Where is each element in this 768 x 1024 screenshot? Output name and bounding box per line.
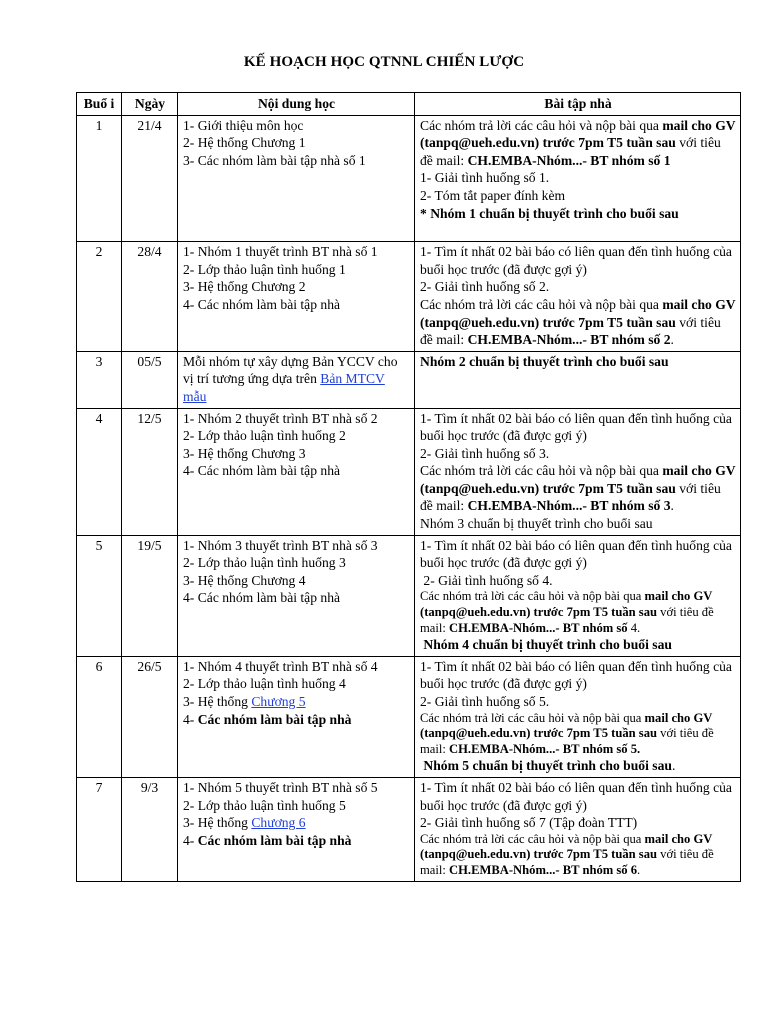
session-content [178,115,415,242]
hw-mail-subject: CH.EMBA-Nhóm...- BT nhóm số 1 [467,152,671,168]
hw-presentation-note: Nhóm 2 chuẩn bị thuyết trình cho buổi sau [420,353,669,369]
header-noi-dung: Nội dung học [178,93,415,116]
hw-mail-subject: CH.EMBA-Nhóm...- BT nhóm số [449,620,628,635]
content-line: 1- Giới thiệu môn học [183,117,304,133]
content-bold: Các nhóm làm bài tập nhà [197,711,352,727]
header-bai-tap: Bài tập nhà [415,93,741,116]
page-title: KẾ HOẠCH HỌC QTNNL CHIẾN LƯỢC [243,54,525,70]
hw-text: với tiêu đề mail: [420,847,714,877]
homework [415,535,741,656]
content-line: 1- Nhóm 2 thuyết trình BT nhà số 2 [183,410,378,426]
session-date: 12/5 [122,408,178,535]
homework [415,777,741,881]
hw-text: Các nhóm trả lời các câu hỏi và nộp bài qua [420,463,663,479]
hw-line: 1- Giải tình huống số 1. [420,170,550,186]
hw-text: Các nhóm trả lời các câu hỏi và nộp bài qua [420,117,663,133]
content-text: 4- [183,832,198,848]
homework [415,656,741,777]
session-number: 7 [77,777,122,881]
hw-text: 4. [627,620,641,635]
hw-text: với tiêu đề mail: [420,726,714,756]
content-line: 2- Lớp thảo luận tình huống 2 [183,428,346,444]
chapter-5-link[interactable]: Chương 5 [251,694,306,709]
content-line: 1- Nhóm 4 thuyết trình BT nhà số 4 [183,658,378,674]
hw-text: . [671,758,676,774]
session-number: 6 [77,656,122,777]
hw-presentation-note: Nhóm 4 chuẩn bị thuyết trình cho buổi sau [420,637,672,653]
hw-mail-instruction: mail cho GV (tanpq@ueh.edu.vn) trước 7pm T5 tuần sau [420,296,736,330]
content-bold: Các nhóm làm bài tập nhà [197,832,352,848]
session-date: 9/3 [122,777,178,881]
template-link[interactable]: Bản MTCV mẫu [183,371,385,404]
content-line: 2- Hệ thống Chương 1 [183,135,306,151]
homework [415,351,741,408]
header-ngay: Ngày [122,93,178,116]
session-number: 2 [77,242,122,352]
hw-line: 2- Giải tình huống số 3. [420,445,550,461]
hw-presentation-note: Nhóm 3 chuẩn bị thuyết trình cho buổi sau [420,516,653,532]
content-text: Mỗi nhóm tự xây dựng Bản YCCV cho vị trí tương ứng dựa trên [183,353,398,387]
content-text: 3- Hệ thống [183,815,252,831]
session-date: 28/4 [122,242,178,352]
hw-line: 2- Giải tình huống số 4. [420,572,553,588]
homework [415,408,741,535]
content-line: 1- Nhóm 3 thuyết trình BT nhà số 3 [183,537,378,553]
content-line: 2- Lớp thảo luận tình huống 1 [183,261,346,277]
session-content [178,777,415,881]
content-line: 1- Nhóm 5 thuyết trình BT nhà số 5 [183,779,378,795]
hw-presentation-note: * Nhóm 1 chuẩn bị thuyết trình cho buổi sau [420,205,679,221]
session-date: 19/5 [122,535,178,656]
content-line: 3- Hệ thống Chương 2 [183,279,306,295]
table-row [77,242,741,352]
table-row [77,351,741,408]
hw-mail-instruction: mail cho GV (tanpq@ueh.edu.vn) trước 7pm T5 tuần sau [420,831,713,862]
hw-text: với tiêu đề mail: [420,605,714,635]
session-content [178,408,415,535]
hw-line: 2- Giải tình huống số 5. [420,694,550,709]
table-row [77,777,741,881]
hw-text: Các nhóm trả lời các câu hỏi và nộp bài qua [420,831,645,846]
hw-line: 2- Giải tình huống số 2. [420,279,550,295]
hw-text: với tiêu đề mail: [420,135,721,168]
content-line: 3- Hệ thống Chương 3 [183,445,306,461]
hw-mail-subject: CH.EMBA-Nhóm...- BT nhóm số 2 [467,332,671,348]
content-line: 3- Các nhóm làm bài tập nhà số 1 [183,152,366,168]
session-date: 21/4 [122,115,178,242]
hw-text: với tiêu đề mail: [420,314,721,348]
hw-line: 1- Tìm ít nhất 02 bài báo có liên quan đến tình huống của buổi học trước (đã được gợi ý) [420,244,732,277]
session-content [178,351,415,408]
header-buoi: Buổ i [77,93,122,116]
homework [415,115,741,242]
hw-mail-instruction: mail cho GV (tanpq@ueh.edu.vn) trước 7pm T5 tuần sau [420,589,713,620]
hw-text: Các nhóm trả lời các câu hỏi và nộp bài qua [420,710,645,725]
hw-line: 1- Tìm ít nhất 02 bài báo có liên quan đến tình huống của buổi học trước (đã được gợi ý) [420,410,732,444]
homework [415,242,741,352]
hw-mail-subject: CH.EMBA-Nhóm...- BT nhóm số 5. [449,741,641,756]
hw-text: . [670,332,674,348]
hw-line: 1- Tìm ít nhất 02 bài báo có liên quan đến tình huống của buổi học trước (đã được gợi ý) [420,658,732,692]
content-line: 2- Lớp thảo luận tình huống 5 [183,797,346,813]
session-date: 05/5 [122,351,178,408]
hw-mail-instruction: mail cho GV (tanpq@ueh.edu.vn) trước 7pm T5 tuần sau [420,463,736,496]
table-row [77,408,741,535]
schedule-table [76,92,741,882]
hw-text: . [670,498,674,514]
session-content [178,535,415,656]
content-line: 2- Lớp thảo luận tình huống 4 [183,676,346,692]
table-row [77,656,741,777]
table-row [77,115,741,242]
content-line: 4- Các nhóm làm bài tập nhà [183,463,341,479]
hw-text: . [637,862,641,877]
session-number: 1 [77,115,122,242]
hw-mail-subject: CH.EMBA-Nhóm...- BT nhóm số 3 [467,498,671,514]
hw-presentation-note: Nhóm 5 chuẩn bị thuyết trình cho buổi sau [420,758,672,774]
hw-mail-instruction: mail cho GV (tanpq@ueh.edu.vn) trước 7pm T5 tuần sau [420,710,713,741]
table-row [77,535,741,656]
session-number: 3 [77,351,122,408]
session-content [178,656,415,777]
content-line: 1- Nhóm 1 thuyết trình BT nhà số 1 [183,244,378,260]
hw-text: Các nhóm trả lời các câu hỏi và nộp bài qua [420,296,663,312]
table-header-row [77,93,741,116]
hw-text: với tiêu đề mail: [420,480,721,514]
content-line: 2- Lớp thảo luận tình huống 3 [183,555,346,571]
hw-line: 1- Tìm ít nhất 02 bài báo có liên quan đến tình huống của buổi học trước (đã được gợi ý) [420,537,732,571]
hw-mail-instruction: mail cho GV (tanpq@ueh.edu.vn) trước 7pm T5 tuần sau [420,117,736,151]
session-number: 4 [77,408,122,535]
chapter-6-link[interactable]: Chương 6 [251,815,306,831]
hw-line: 2- Giải tình huống số 7 (Tập đoàn TTT) [420,815,638,831]
content-text: 3- Hệ thống [183,694,252,709]
session-date: 26/5 [122,656,178,777]
session-content [178,242,415,352]
content-text: 4- [183,711,198,727]
hw-line: 2- Tóm tắt paper đính kèm [420,187,566,203]
content-line: 3- Hệ thống Chương 4 [183,572,306,588]
hw-text: Các nhóm trả lời các câu hỏi và nộp bài qua [420,589,645,604]
session-number: 5 [77,535,122,656]
content-line: 4- Các nhóm làm bài tập nhà [183,590,341,606]
hw-line: 1- Tìm ít nhất 02 bài báo có liên quan đến tình huống của buổi học trước (đã được gợi ý) [420,779,732,813]
content-line: 4- Các nhóm làm bài tập nhà [183,296,341,312]
hw-mail-subject: CH.EMBA-Nhóm...- BT nhóm số 6 [449,862,638,877]
